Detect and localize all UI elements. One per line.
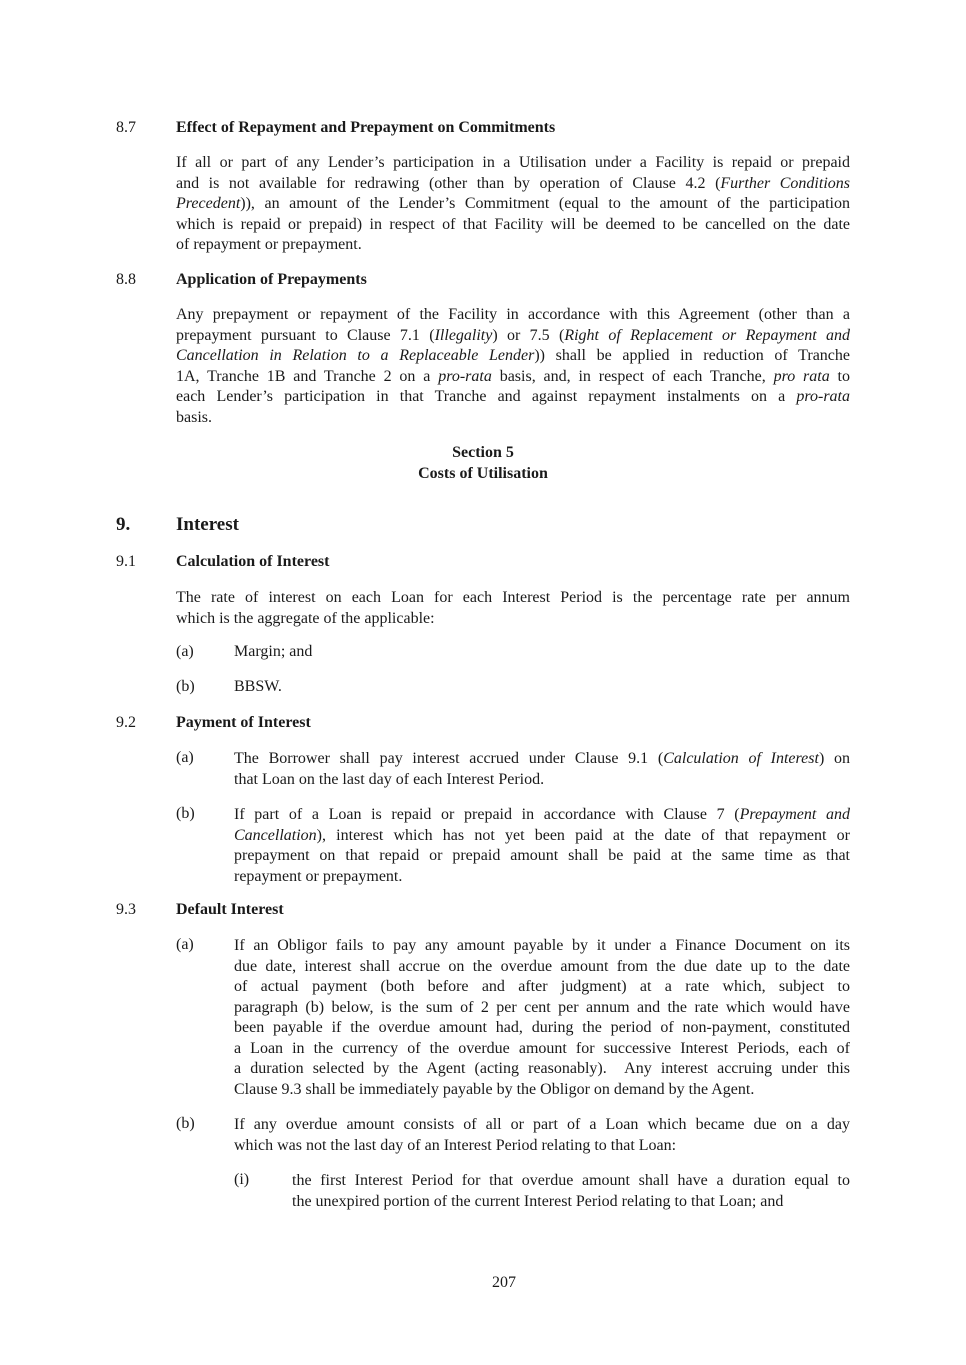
text-line: If an Obligor fails to pay any amount payable by it under a Finance Document on its [234,937,850,954]
text-line: The rate of interest on each Loan for each Interest Period is the percentage rate per annum [176,589,850,606]
text-line: which is the aggregate of the applicable: [176,609,435,627]
text-line: each Lender’s participation in that Tranche and against repayment instalments on a pro-rata [176,388,850,405]
clause-heading: Default Interest [176,901,284,918]
item-label: (a) [176,643,194,660]
clause-8-7-body [176,153,850,256]
text-line: which was not the last day of an Interest Period relating to that Loan: [234,1136,677,1154]
text-line: of repayment or prepayment. [176,236,362,253]
item-label: (b) [176,1115,195,1132]
text-line: Any prepayment or repayment of the Facility in accordance with this Agreement (other than a [176,306,850,323]
text-line: that Loan on the last day of each Interest Period. [234,770,545,788]
text-line: the first Interest Period for that overdue amount shall have a duration equal to [292,1172,850,1189]
text-line: a Loan in the currency of the overdue amount for successive Interest Periods, each of [234,1039,850,1057]
clause-9-3-b-body [234,1115,850,1156]
item-label: (b) [176,678,195,695]
item-label: (a) [176,749,194,766]
clause-9-2-a-body [234,749,850,790]
clause-number: 9. [116,514,131,535]
clause-9-3-b-i-body [292,1171,850,1212]
clause-number: 9.2 [116,714,136,731]
text-line: Clause 9.3 shall be immediately payable by the Obligor on demand by the Agent. [234,1080,755,1098]
item-text: Margin; and [234,643,313,660]
clause-number: 9.3 [116,901,136,918]
clause-heading: Interest [176,514,239,535]
text-line: The Borrower shall pay interest accrued under Clause 9.1 (Calculation of Interest) on [234,750,851,767]
text-line: 1A, Tranche 1B and Tranche 2 on a pro-rata basis, and, in respect of each Tranche, pro rata to [176,367,850,385]
text-line: prepayment on that repaid or prepaid amount shall be paid at the same time as that [234,847,850,864]
text-line: If any overdue amount consists of all or part of a Loan which became due on a day [234,1116,850,1133]
text-line: Cancellation in Relation to a Replaceable Lender)) shall be applied in reduction of Tranche [176,347,851,364]
clause-heading: Calculation of Interest [176,553,330,570]
clause-8-8-body [176,305,850,428]
clause-heading: Application of Prepayments [176,271,367,288]
text-line: due date, interest shall accrue on the overdue amount from the due date up to the date [234,957,850,975]
text-line: Cancellation), interest which has not yet been paid at the date of that repayment or [234,826,850,844]
section-title: Section 5 [452,444,514,461]
item-label: (i) [234,1171,250,1188]
item-text: BBSW. [234,678,282,695]
text-line: prepayment pursuant to Clause 7.1 (Illegality) or 7.5 (Right of Replacement or Repayment and [176,326,851,344]
clause-9-2-b-body [234,805,850,887]
text-line: paragraph (b) below, is the sum of 2 per cent per annum and the rate which would have [234,998,850,1016]
text-line: If part of a Loan is repaid or prepaid in accordance with Clause 7 (Prepayment and [234,806,850,823]
clause-9-3-a-body [234,936,850,1100]
text-line: a duration selected by the Agent (acting reasonably). Any interest accruing under this [234,1060,850,1077]
clause-9-1-body [176,588,850,629]
clause-heading: Effect of Repayment and Prepayment on Commitments [176,119,556,136]
item-label: (b) [176,805,195,822]
clause-heading: Payment of Interest [176,714,311,731]
clause-number: 8.7 [116,119,136,136]
clause-number: 9.1 [116,553,136,570]
text-line: the unexpired portion of the current Interest Period relating to that Loan; and [292,1192,784,1210]
text-line: which is repaid or prepaid) in respect of that Facility will be deemed to be cancelled on the date [176,215,850,233]
text-line: basis. [176,408,212,426]
text-line: and is not available for redrawing (other than by operation of Clause 4.2 (Further Conditions [176,174,850,192]
text-line: of actual payment (both before and after judgment) at a rate which, subject to [234,978,850,995]
text-line: been payable if the overdue amount had, during the period of non-payment, constituted [234,1019,850,1036]
text-line: If all or part of any Lender’s participation in a Utilisation under a Facility is repaid or prepaid [176,154,850,171]
section-subtitle: Costs of Utilisation [418,465,548,482]
clause-number: 8.8 [116,271,136,288]
text-line: repayment or prepayment. [234,867,403,885]
page-number: 207 [492,1274,516,1291]
text-line: Precedent)), an amount of the Lender’s Commitment (equal to the amount of the participation [176,195,850,212]
item-label: (a) [176,936,194,953]
